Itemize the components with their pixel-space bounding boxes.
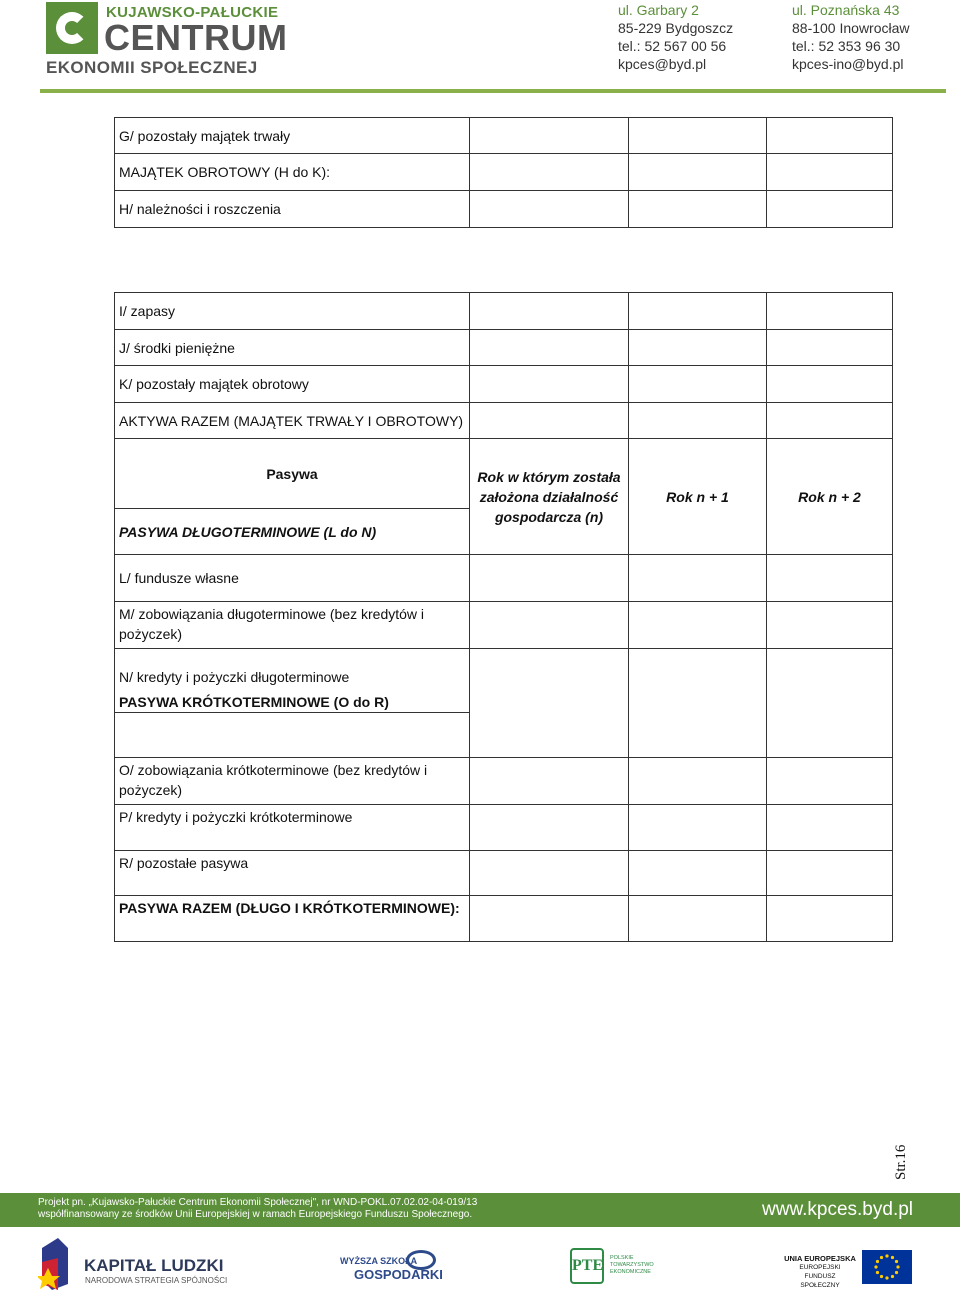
value-cell[interactable] [629,602,767,649]
page-number: Str.16 [893,1144,909,1180]
row-label: L/ fundusze własne [115,555,470,602]
eu-star [895,1271,898,1274]
table-row [115,758,893,805]
value-cell[interactable] [767,758,893,805]
logo-line1: KUJAWSKO-PAŁUCKIE [106,4,279,21]
column-header-year-n1: Rok n + 1 [629,439,767,555]
row-total-liabilities: PASYWA RAZEM (DŁUGO I KRÓTKOTERMINOWE): [115,896,470,942]
table-row [115,851,893,896]
eu-star [896,1265,899,1268]
kapital-ludzki-mark-icon [38,1238,72,1290]
partner-logos [0,1232,960,1295]
row-label: O/ zobowiązania krótkoterminowe (bez kredytów i pożyczek) [115,758,470,805]
row-label: I/ zapasy [115,293,470,330]
eu-text [784,1254,856,1290]
value-cell[interactable] [470,805,629,851]
logo-line2: CENTRUM [104,17,288,58]
office2-phone: tel.: 52 353 96 30 [792,38,901,54]
row-label: K/ pozostały majątek obrotowy [115,366,470,403]
pte-text-line: TOWARZYSTWO [610,1262,654,1268]
table-row [115,805,893,851]
liabilities-header-row [115,439,893,509]
office2-city: 88-100 Inowrocław [792,20,910,36]
value-cell[interactable] [629,649,767,758]
row-label [115,649,470,713]
wsg-line1: WYŻSZA SZKOŁA [340,1256,418,1266]
value-cell[interactable] [767,403,893,439]
eu-star [876,1271,879,1274]
value-cell[interactable] [629,403,767,439]
table-row [115,366,893,403]
office-address-bydgoszcz [618,1,733,73]
row-label: P/ kredyty i pożyczki krótkoterminowe [115,805,470,851]
value-cell[interactable] [470,154,629,191]
row-label: R/ pozostałe pasywa [115,851,470,896]
value-cell[interactable] [767,851,893,896]
row-label: M/ zobowiązania długoterminowe (bez kredytów i pożyczek) [115,602,470,649]
value-cell[interactable] [470,555,629,602]
wsg-line2: GOSPODARKI [354,1267,443,1282]
table-row [115,293,893,330]
column-header-year-n: Rok w którym została założona działalność gospodarcza (n) [470,439,629,555]
value-cell[interactable] [629,555,767,602]
footer-bar [0,1193,960,1227]
eu-line3: FUNDUSZ SPOŁECZNY [800,1273,840,1289]
value-cell[interactable] [767,154,893,191]
office-address-inowroclaw [792,1,910,73]
assets-table-part1 [114,117,893,228]
eu-star [874,1265,877,1268]
eu-star [880,1256,883,1259]
office2-email: kpces-ino@byd.pl [792,56,904,72]
eu-star [876,1260,879,1263]
row-label: MAJĄTEK OBROTOWY (H do K): [115,154,470,191]
office2-street: ul. Poznańska 43 [792,2,900,18]
value-cell[interactable] [629,191,767,228]
table-row [115,154,893,191]
pte-text-line: POLSKIE [610,1255,634,1261]
value-cell[interactable] [629,366,767,403]
page-header [0,0,960,96]
pte-logo [570,1248,670,1288]
table-row [115,555,893,602]
value-cell[interactable] [470,403,629,439]
value-cell[interactable] [767,805,893,851]
value-cell[interactable] [767,366,893,403]
kapital-ludzki-title: KAPITAŁ LUDZKI [84,1256,224,1275]
value-cell[interactable] [629,851,767,896]
value-cell[interactable] [470,330,629,366]
value-cell[interactable] [470,896,629,942]
value-cell[interactable] [767,293,893,330]
kapital-ludzki-subtitle: NARODOWA STRATEGIA SPÓJNOŚCI [85,1276,228,1285]
value-cell[interactable] [629,154,767,191]
row-n-label: N/ kredyty i pożyczki długoterminowe [119,669,350,685]
value-cell[interactable] [470,649,629,758]
footer-website-link[interactable]: www.kpces.byd.pl [762,1199,914,1220]
table-row [115,403,893,439]
section-long-term-liabilities: PASYWA DŁUGOTERMINOWE (L do N) [115,509,470,555]
eu-line1: UNIA EUROPEJSKA [784,1254,856,1263]
value-cell[interactable] [629,330,767,366]
table-row [115,118,893,154]
value-cell[interactable] [629,293,767,330]
value-cell[interactable] [470,851,629,896]
row-label: G/ pozostały majątek trwały [115,118,470,154]
header-divider [40,89,946,93]
value-cell[interactable] [767,191,893,228]
row-label: J/ środki pieniężne [115,330,470,366]
value-cell[interactable] [470,758,629,805]
kapital-ludzki-logo [38,1238,238,1290]
value-cell[interactable] [470,118,629,154]
value-cell[interactable] [470,293,629,330]
value-cell[interactable] [629,896,767,942]
footer-project-line2: współfinansowany ze środków Unii Europejskiej w ramach Europejskiego Funduszu Społecznego. [38,1209,473,1220]
table-row [115,191,893,228]
eu-star [885,1276,888,1279]
row-label: AKTYWA RAZEM (MAJĄTEK TRWAŁY I OBROTOWY) [115,403,470,439]
kpces-logo [46,2,286,78]
row-label: H/ należności i roszczenia [115,191,470,228]
eu-star [880,1275,883,1278]
value-cell[interactable] [767,896,893,942]
office1-email: kpces@byd.pl [618,56,707,72]
value-cell[interactable] [767,649,893,758]
table-row [115,602,893,649]
value-cell[interactable] [767,118,893,154]
eu-star [891,1275,894,1278]
eu-star [891,1256,894,1259]
value-cell[interactable] [470,191,629,228]
table-row [115,896,893,942]
value-cell[interactable] [470,366,629,403]
spacer-cell [115,713,470,758]
value-cell[interactable] [470,602,629,649]
value-cell[interactable] [629,118,767,154]
value-cell[interactable] [629,805,767,851]
column-header-year-n2: Rok n + 2 [767,439,893,555]
pte-mark-icon: PTE [570,1248,604,1284]
section-short-term-liabilities: PASYWA KRÓTKOTERMINOWE (O do R) [119,694,389,710]
logo-c-mark-icon [46,2,98,54]
footer-project-line1: Projekt pn. „Kujawsko-Pałuckie Centrum Ekonomii Społecznej", nr WND-POKL.07.02.02-04-019/13 [38,1197,478,1208]
wsg-logo [338,1250,443,1290]
value-cell[interactable] [767,555,893,602]
office1-phone: tel.: 52 567 00 56 [618,38,727,54]
value-cell[interactable] [767,602,893,649]
table-row [115,330,893,366]
liabilities-header-label: Pasywa [115,439,470,509]
eu-flag-icon [862,1250,912,1284]
table-row [115,649,893,713]
office1-street: ul. Garbary 2 [618,2,699,18]
eu-star [885,1254,888,1257]
logo-line3: EKONOMII SPOŁECZNEJ [46,58,258,77]
value-cell[interactable] [767,330,893,366]
pte-text-line: EKONOMICZNE [610,1269,651,1275]
pte-text [610,1255,654,1276]
eu-line2: EUROPEJSKI [799,1264,841,1271]
value-cell[interactable] [629,758,767,805]
eu-efs-logo [784,1250,914,1290]
eu-star [895,1260,898,1263]
office1-city: 85-229 Bydgoszcz [618,20,734,36]
assets-liabilities-table [114,292,893,942]
